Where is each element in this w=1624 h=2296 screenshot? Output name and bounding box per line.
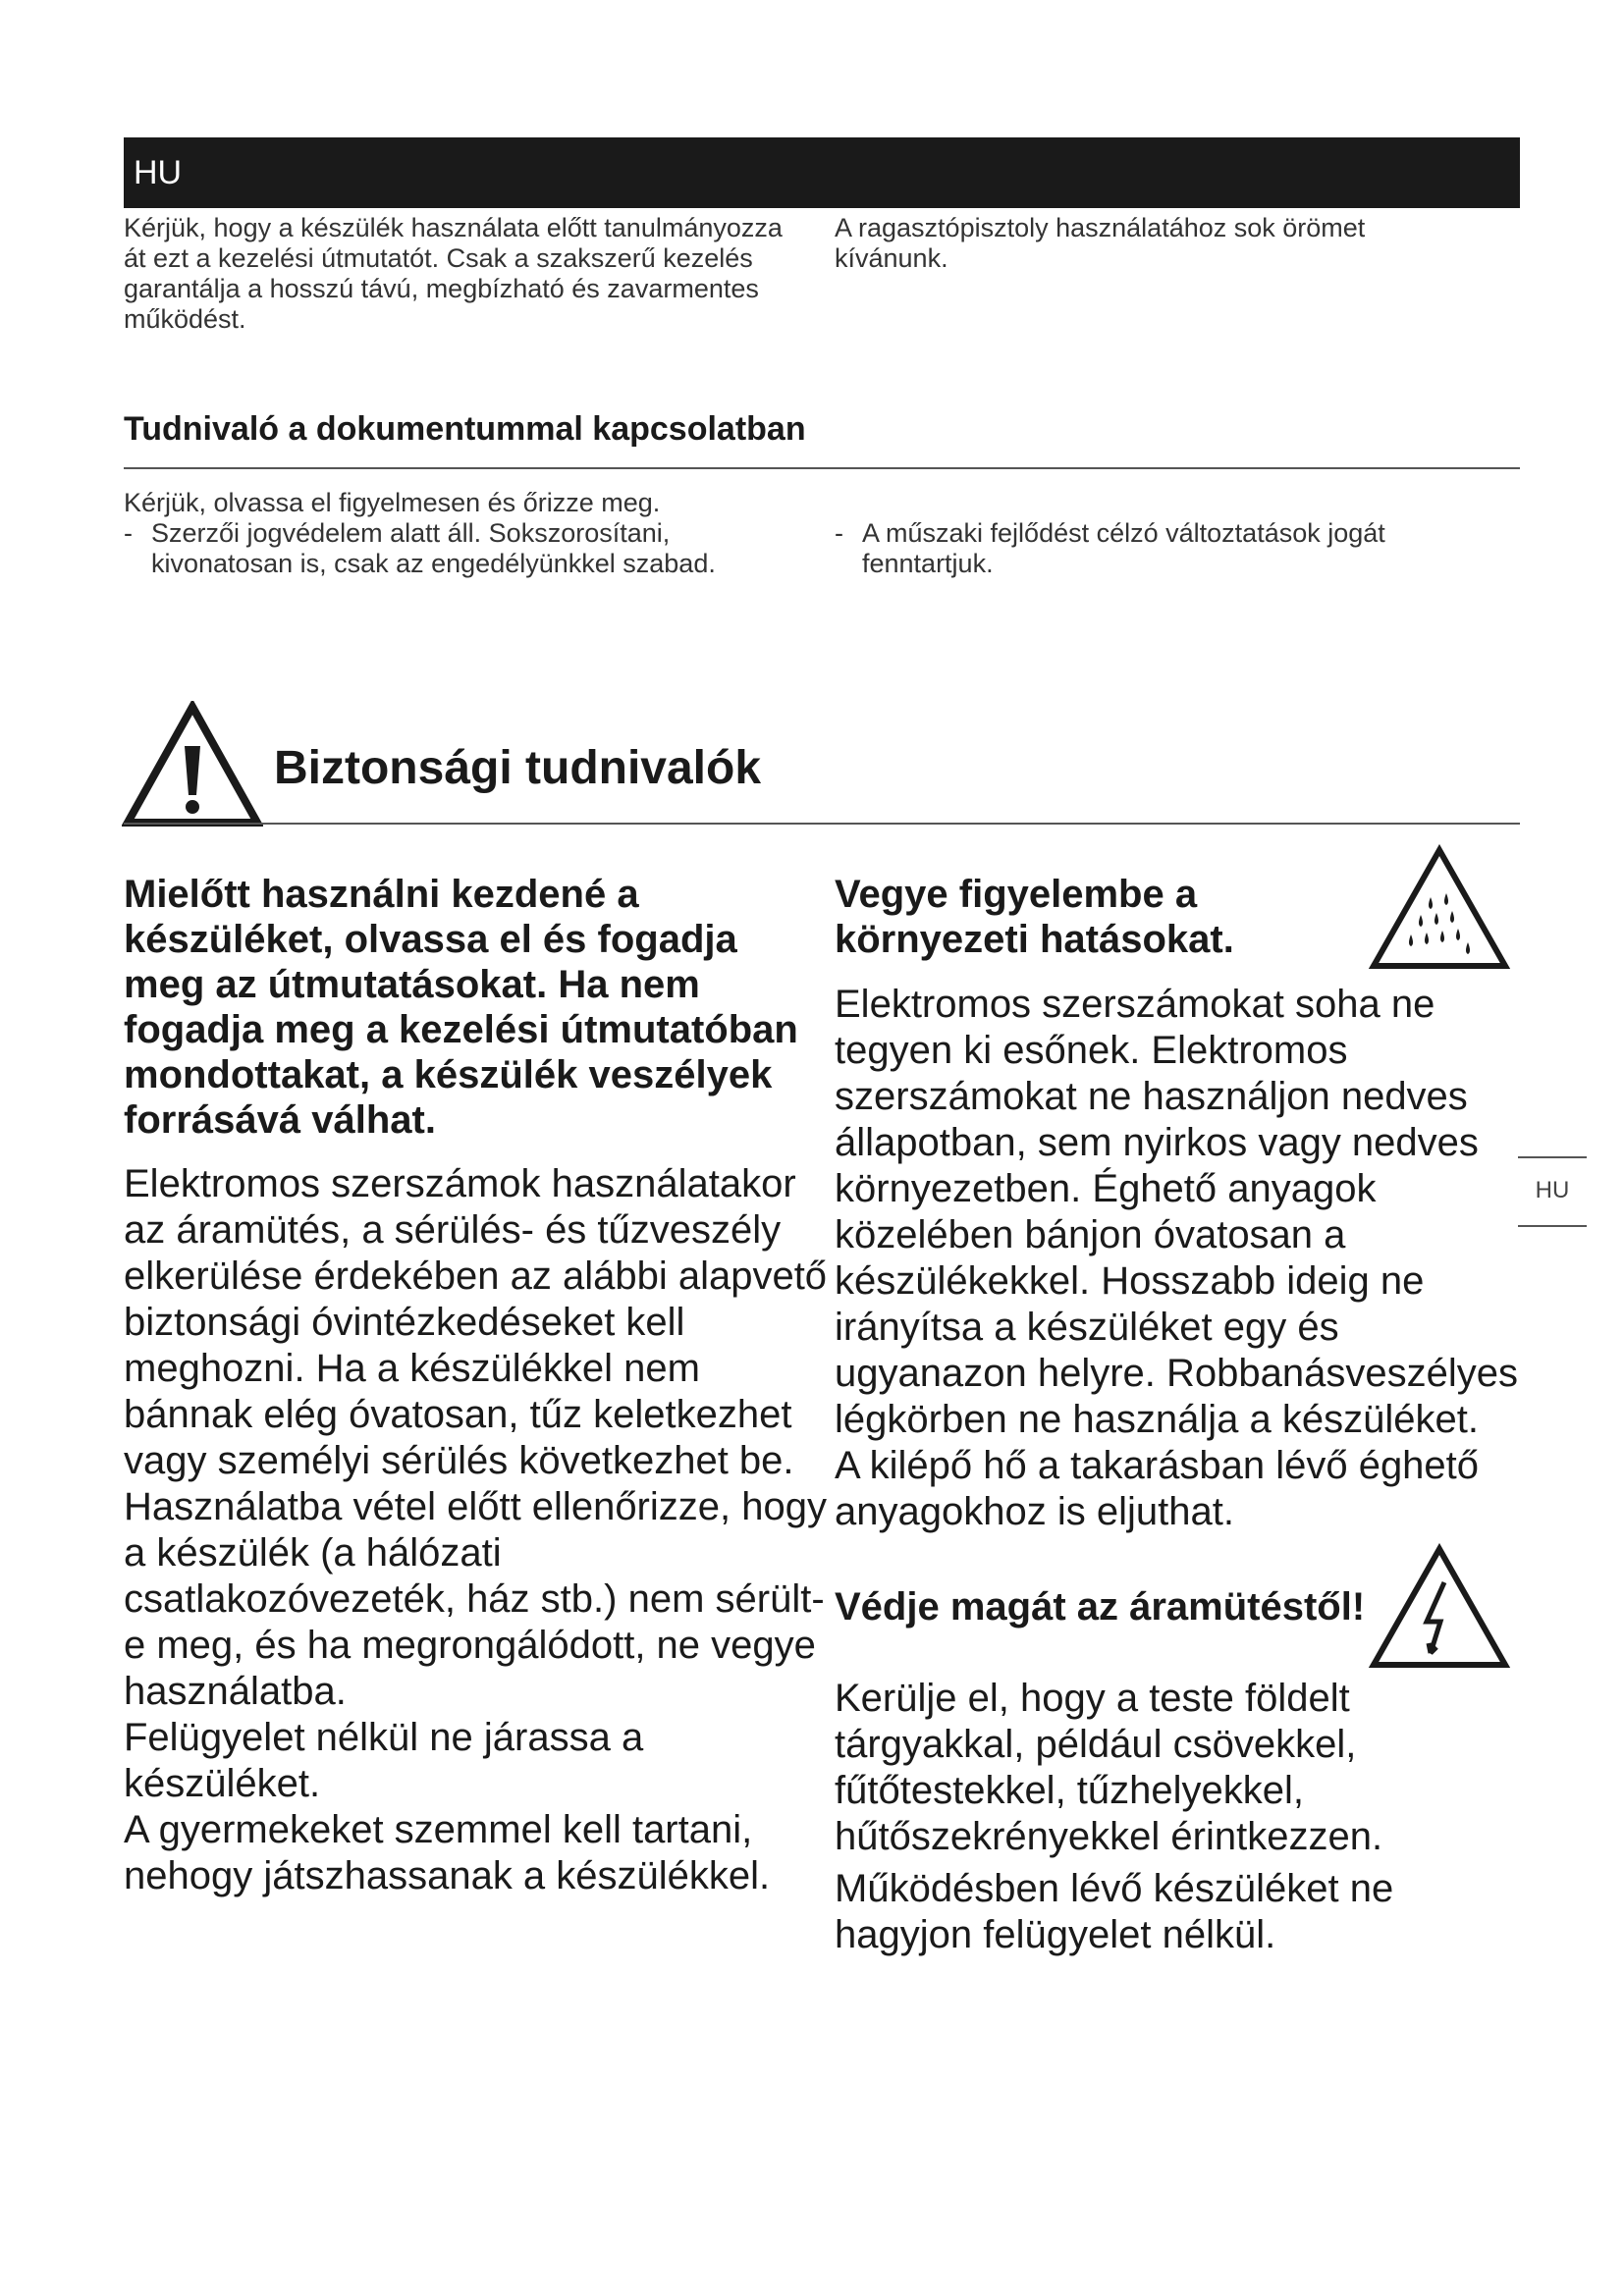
document-notice-heading: Tudnivaló a dokumentummal kapcsolatban: [124, 410, 806, 448]
side-language-tab: [1518, 1156, 1587, 1227]
environment-paragraph: A kilépő hő a takarásban lévő éghető anyagokhoz is eljuthat.: [835, 1444, 1480, 1533]
environment-paragraph: Elektromos szerszámokat soha ne tegyen ki esőnek. Elektromos szerszámokat ne használjon nedves állapotban, sem nyirkos vagy nedves környezetben. Éghető anyagok közelében bánjon óvatosan a készülékekkel. Hosszabb ideig ne irányítsa a készüléket egy és ugyanazon helyre. Robbanásveszélyes légkörben ne használja a készüléket.: [835, 983, 1518, 1441]
bullet-text: Szerzői jogvédelem alatt áll. Sokszorosítani, kivonatosan is, csak az engedélyünkkel szabad.: [151, 518, 716, 578]
environment-body: [835, 982, 1522, 1535]
intro-text-left: Kérjük, hogy a készülék használata előtt tanulmányozza át ezt a kezelési útmutatót. Csak a szakszerű kezelés garantálja a hosszú távú, megbízható és zavarmentes működést.: [124, 213, 783, 334]
bullet-dash: -: [124, 518, 133, 548]
document-notice-lead: Kérjük, olvassa el figyelmesen és őrizze meg.: [124, 488, 661, 517]
shock-paragraph: Kerülje el, hogy a teste földelt tárgyakkal, például csövekkel, fűtőtestekkel, tűzhelyekkel, hűtőszekrényekkel érintkezzen.: [835, 1677, 1383, 1858]
notice-bullet-changes: [835, 518, 1463, 579]
language-code: HU: [134, 154, 183, 191]
language-bar: [124, 137, 1520, 208]
notice-bullet-copyright: [124, 518, 811, 579]
shock-title: Védje magát az áramütéstől!: [835, 1585, 1366, 1629]
side-language-label: HU: [1535, 1177, 1570, 1203]
bullet-text: A műszaki fejlődést célzó változtatások jogát fenntartjuk.: [862, 518, 1385, 578]
safety-paragraph: A gyermekeket szemmel kell tartani, nehogy játszhassanak a készülékkel.: [124, 1808, 771, 1897]
bullet-dash: -: [835, 518, 843, 548]
intro-text-right: A ragasztópisztoly használatához sok örömet kívánunk.: [835, 213, 1366, 273]
safety-paragraph: Felügyelet nélkül ne járassa a készüléket.: [124, 1716, 644, 1805]
divider: [1518, 1156, 1587, 1158]
electric-shock-triangle-icon: [1368, 1543, 1511, 1671]
divider: [124, 823, 1520, 825]
safety-title: Biztonsági tudnivalók: [274, 742, 762, 794]
rain-triangle-icon: [1368, 844, 1511, 972]
warning-triangle-icon: [122, 701, 263, 828]
divider: [124, 467, 1520, 469]
safety-lead-bold: Mielőtt használni kezdené a készüléket, olvassa el és fogadja meg az útmutatásokat. Ha nem fogadja meg a kezelési útmutatóban mondottakat, a készülék veszélyek forrásává válhat.: [124, 873, 798, 1142]
environment-title: Vegye figyelembe a környezeti hatásokat.: [835, 873, 1234, 961]
divider: [1518, 1225, 1587, 1227]
safety-paragraph: Használatba vétel előtt ellenőrizze, hogy a készülék (a hálózati csatlakozóvezeték, ház stb.) nem sérült-e meg, és ha megrongálódott, ne vegye használatba.: [124, 1485, 827, 1713]
safety-left-column: [124, 1161, 831, 1899]
safety-paragraph: Elektromos szerszámok használatakor az áramütés, a sérülés- és tűzveszély elkerülése érdekében az alábbi alapvető biztonsági óvintézkedéseket kell meghozni. Ha a készülékkel nem bánnak elég óvatosan, tűz keletkezhet vagy személyi sérülés következhet be.: [124, 1162, 828, 1482]
shock-body: [835, 1676, 1522, 1958]
shock-paragraph: Működésben lévő készüléket ne hagyjon felügyelet nélkül.: [835, 1867, 1394, 1956]
